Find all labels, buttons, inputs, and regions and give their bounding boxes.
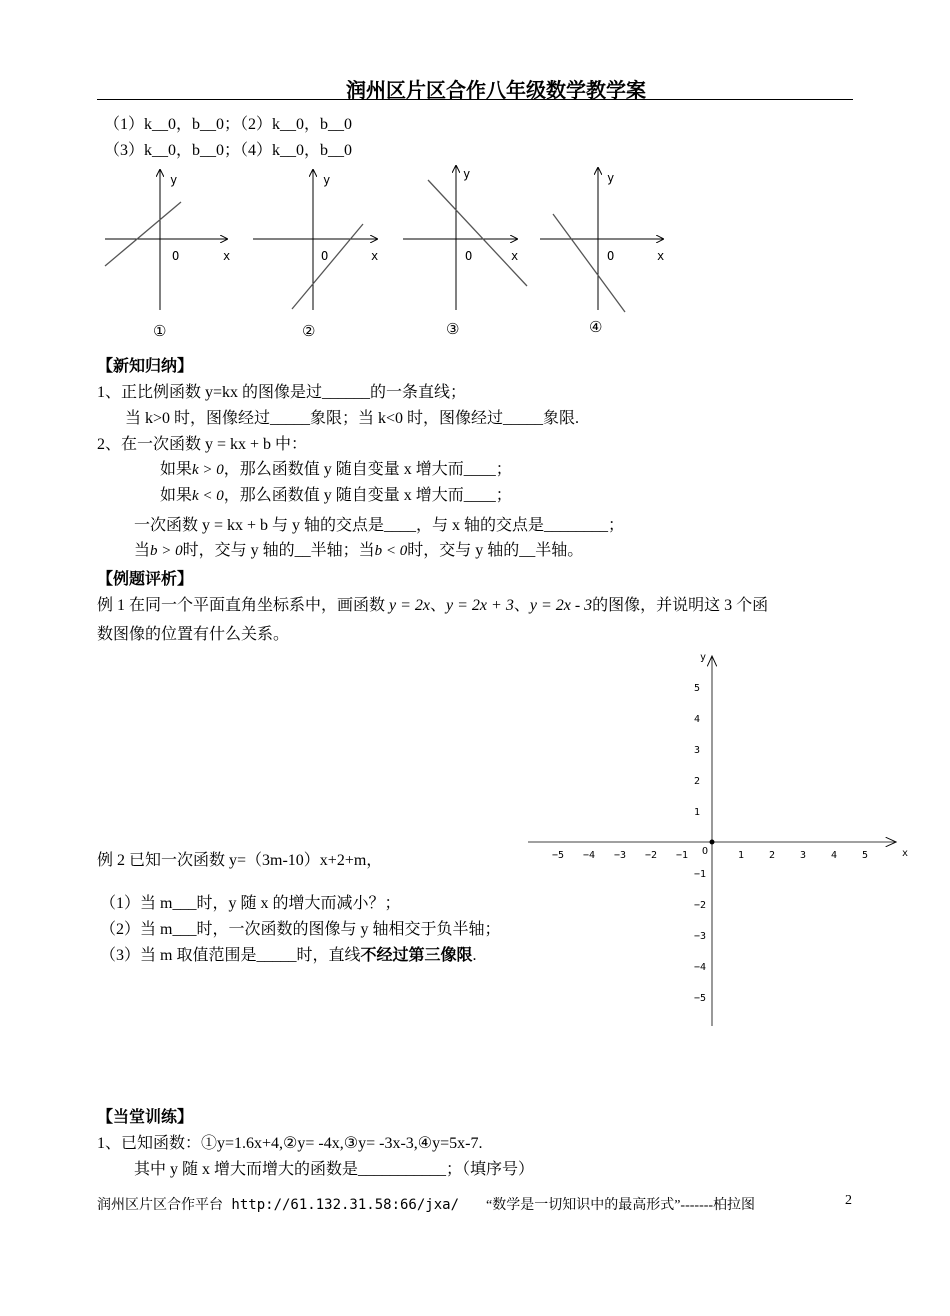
- math-k-gt-0: k > 0: [192, 462, 224, 478]
- y-tick-label: −2: [694, 900, 707, 911]
- example-1-line-1: 例 1 在同一个平面直角坐标系中，画函数 y = 2x、y = 2x + 3、y = 2x - 3的图像，并说明这 3 个函: [97, 597, 769, 614]
- graph-4-line: [553, 214, 625, 312]
- y-tick-label: −5: [694, 993, 707, 1004]
- y-tick-label: 4: [694, 714, 701, 725]
- knowledge-line-5: 如果k < 0，那么函数值 y 随自变量 x 增大而____；: [160, 487, 512, 504]
- math-y-2x-minus-3: y = 2x - 3: [529, 597, 593, 614]
- graph-1: [105, 170, 230, 340]
- math-b-gt-0: b > 0: [150, 543, 183, 559]
- y-tick-label: 2: [694, 776, 701, 787]
- page-number: 2: [845, 1193, 852, 1208]
- graph-3-label: ③: [446, 320, 460, 338]
- example-2-stem: 例 2 已知一次函数 y=（3m-10）x+2+m，: [97, 852, 383, 869]
- graph-2-label: ②: [302, 322, 316, 340]
- x-tick-label: 2: [769, 850, 776, 861]
- plane-origin: O: [702, 846, 709, 857]
- math-y-2x-plus-3: y = 2x + 3: [446, 597, 514, 614]
- graph-4-y-label: y: [607, 171, 615, 185]
- graph-4: [540, 168, 664, 336]
- graph-1-x-label: x: [223, 249, 231, 263]
- y-tick-label: −3: [694, 931, 707, 942]
- section-practice: 【当堂训练】: [97, 1109, 194, 1126]
- plane-y-label: y: [700, 652, 707, 663]
- x-tick-label: −1: [676, 850, 689, 861]
- practice-line-1: 1、已知函数：①y=1.6x+4,②y= -4x,③y= -3x-3,④y=5x-7.: [97, 1135, 483, 1152]
- y-tick-label: 1: [694, 807, 701, 818]
- x-tick-label: 1: [738, 850, 745, 861]
- x-tick-label: 5: [862, 850, 869, 861]
- plane-x-label: x: [902, 848, 909, 859]
- example-2-q1: （1）当 m___时，y 随 x 的增大而减小？；: [100, 895, 401, 912]
- graph-3: [403, 166, 527, 338]
- page-title: 润州区片区合作八年级数学教学案: [346, 78, 646, 102]
- graph-1-label: ①: [153, 322, 167, 340]
- graph-2-x-label: x: [371, 249, 379, 263]
- math-y-2x: y = 2x: [389, 597, 431, 614]
- y-tick-label: −1: [694, 869, 707, 880]
- example-1-line-2: 数图像的位置有什么关系。: [97, 626, 290, 643]
- y-tick-label: 5: [694, 683, 701, 694]
- graph-2: [253, 170, 378, 340]
- x-tick-label: 4: [831, 850, 838, 861]
- x-tick-labels: [552, 850, 868, 861]
- x-tick-label: −5: [552, 850, 565, 861]
- coordinate-plane: [524, 648, 914, 1030]
- knowledge-line-1: 1、正比例函数 y=kx 的图像是过______的一条直线；: [97, 384, 467, 401]
- section-examples: 【例题评析】: [97, 571, 194, 588]
- question-row-1: （1）k__0，b__0；（2）k__0，b__0: [104, 116, 353, 133]
- x-tick-label: −4: [583, 850, 596, 861]
- graph-1-origin: O: [172, 249, 180, 263]
- header-rule: [97, 99, 853, 100]
- graph-3-origin: O: [465, 249, 473, 263]
- graph-4-origin: O: [607, 249, 615, 263]
- graph-2-line: [292, 224, 363, 309]
- graph-3-x-label: x: [511, 249, 519, 263]
- knowledge-line-3: 2、在一次函数 y = kx + b 中：: [97, 436, 308, 453]
- footer-quote: “数学是一切知识中的最高形式”-------柏拉图: [486, 1198, 756, 1213]
- y-tick-labels: [694, 683, 709, 1004]
- y-tick-label: −4: [694, 962, 707, 973]
- example-2-q2: （2）当 m___时，一次函数的图像与 y 轴相交于负半轴；: [100, 921, 501, 938]
- graph-2-y-label: y: [323, 173, 331, 187]
- graph-3-line: [428, 180, 527, 286]
- practice-line-2: 其中 y 随 x 增大而增大的函数是___________；（填序号）: [134, 1161, 535, 1178]
- math-k-lt-0: k < 0: [192, 488, 224, 504]
- footer-platform: 润州区片区合作平台 http://61.132.31.58:66/jxa/: [97, 1197, 460, 1213]
- y-tick-label: 3: [694, 745, 701, 756]
- knowledge-line-7: 当b > 0时，交与 y 轴的__半轴；当b < 0时，交与 y 轴的__半轴。: [134, 542, 584, 559]
- four-line-graphs: [95, 162, 675, 344]
- math-b-lt-0: b < 0: [374, 543, 408, 559]
- origin-dot: [710, 840, 715, 845]
- x-tick-label: 3: [800, 850, 807, 861]
- x-tick-label: −3: [614, 850, 627, 861]
- section-new-knowledge: 【新知归纳】: [97, 358, 194, 375]
- graph-4-label: ④: [589, 318, 603, 336]
- x-tick-label: −2: [645, 850, 658, 861]
- knowledge-line-2: 当 k>0 时，图像经过_____象限；当 k<0 时，图像经过_____象限.: [125, 410, 580, 427]
- question-row-2: （3）k__0，b__0；（4）k__0，b__0: [104, 142, 353, 159]
- graph-3-y-label: y: [463, 167, 471, 181]
- knowledge-line-6: 一次函数 y = kx + b 与 y 轴的交点是____，与 x 轴的交点是________；: [134, 517, 625, 534]
- graph-4-x-label: x: [657, 249, 665, 263]
- knowledge-line-4: 如果k > 0，那么函数值 y 随自变量 x 增大而____；: [160, 461, 512, 478]
- graph-2-origin: O: [321, 249, 329, 263]
- graph-1-line: [105, 202, 181, 266]
- example-2-q3: （3）当 m 取值范围是_____时，直线不经过第三像限.: [100, 947, 477, 964]
- graph-1-y-label: y: [170, 173, 178, 187]
